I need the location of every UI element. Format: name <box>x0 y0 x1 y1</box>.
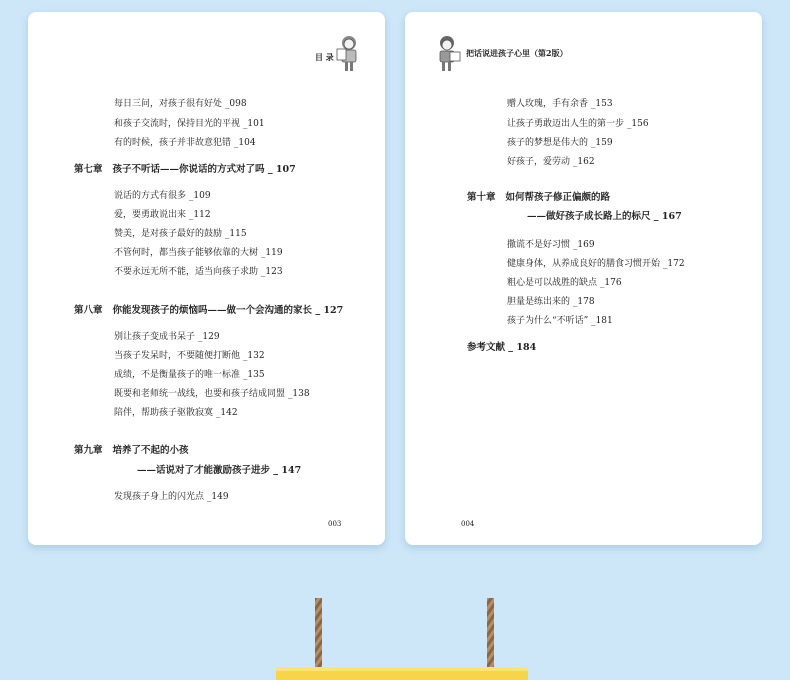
chapter-subtitle: ——做好孩子成长路上的标尺 _ 167 <box>527 211 682 222</box>
toc-entry: 既要和老师统一战线，也要和孩子结成同盟 _138 <box>114 389 310 399</box>
header-title: 目 录 <box>315 52 334 62</box>
toc-entry: 健康身体，从养成良好的膳食习惯开始 _172 <box>507 259 685 269</box>
toc-entry: 不管何时，都当孩子能够依靠的大树 _119 <box>114 248 283 258</box>
toc-entry: 孩子的梦想是伟大的 _159 <box>507 138 613 148</box>
chapter-heading-9 <box>74 445 189 457</box>
toc-entry: 别让孩子变成书呆子 _129 <box>114 332 220 342</box>
page-number: 004 <box>461 520 475 528</box>
toc-entry: 说话的方式有很多 _109 <box>114 191 211 201</box>
toc-entry: 胆量是练出来的 _178 <box>507 297 595 307</box>
right-rope <box>487 598 494 680</box>
chapter-heading-10 <box>467 192 610 204</box>
boy-reading-icon <box>435 34 465 74</box>
chapter-title: 你能发现孩子的烦恼吗——做一个会沟通的家长 _ 127 <box>112 305 344 316</box>
toc-entry: 不要永远无所不能，适当向孩子求助 _123 <box>114 267 283 277</box>
references-heading: 参考文献 _ 184 <box>467 342 537 353</box>
chapter-heading-7 <box>74 164 296 176</box>
right-page <box>405 12 762 545</box>
toc-entry: 每日三问，对孩子很有好处 _098 <box>114 99 247 109</box>
chapter-label: 第九章 <box>74 445 103 456</box>
toc-entry: 陪伴，帮助孩子驱散寂寞 _142 <box>114 408 238 418</box>
toc-entry: 赞美，是对孩子最好的鼓励 _115 <box>114 229 247 239</box>
chapter-label: 第七章 <box>74 164 103 175</box>
chapter-title: 如何帮孩子修正偏颇的路 <box>505 192 611 203</box>
chapter-subtitle: ——话说对了才能激励孩子进步 _ 147 <box>137 465 302 476</box>
swing-seat <box>276 667 528 680</box>
header-title: 把话说进孩子心里（第2版） <box>466 48 568 58</box>
toc-entry: 让孩子勇敢迈出人生的第一步 _156 <box>507 119 649 129</box>
toc-entry: 爱，要勇敢说出来 _112 <box>114 210 211 220</box>
left-rope <box>315 598 322 680</box>
toc-entry: 粗心是可以战胜的缺点 _176 <box>507 278 622 288</box>
toc-entry: 成绩，不是衡量孩子的唯一标准 _135 <box>114 370 265 380</box>
page-number: 003 <box>328 520 342 528</box>
toc-entry: 赠人玫瑰，手有余香 _153 <box>507 99 613 109</box>
toc-entry: 孩子为什么“不听话” _181 <box>507 316 613 326</box>
toc-entry: 发现孩子身上的闪光点 _149 <box>114 492 229 502</box>
chapter-title: 孩子不听话——你说话的方式对了吗 _ 107 <box>112 164 296 175</box>
chapter-label: 第八章 <box>74 305 103 316</box>
toc-entry: 好孩子，爱劳动 _162 <box>507 157 595 167</box>
toc-entry: 当孩子发呆时，不要随便打断他 _132 <box>114 351 265 361</box>
chapter-label: 第十章 <box>467 192 496 203</box>
toc-entry: 和孩子交流时，保持目光的平视 _101 <box>114 119 265 129</box>
toc-entry: 有的时候，孩子并非故意犯错 _104 <box>114 138 256 148</box>
toc-entry: 撒谎不是好习惯 _169 <box>507 240 595 250</box>
girl-with-book-icon <box>334 34 362 74</box>
chapter-title: 培养了不起的小孩 <box>112 445 189 456</box>
left-page <box>28 12 385 545</box>
chapter-heading-8 <box>74 305 343 317</box>
